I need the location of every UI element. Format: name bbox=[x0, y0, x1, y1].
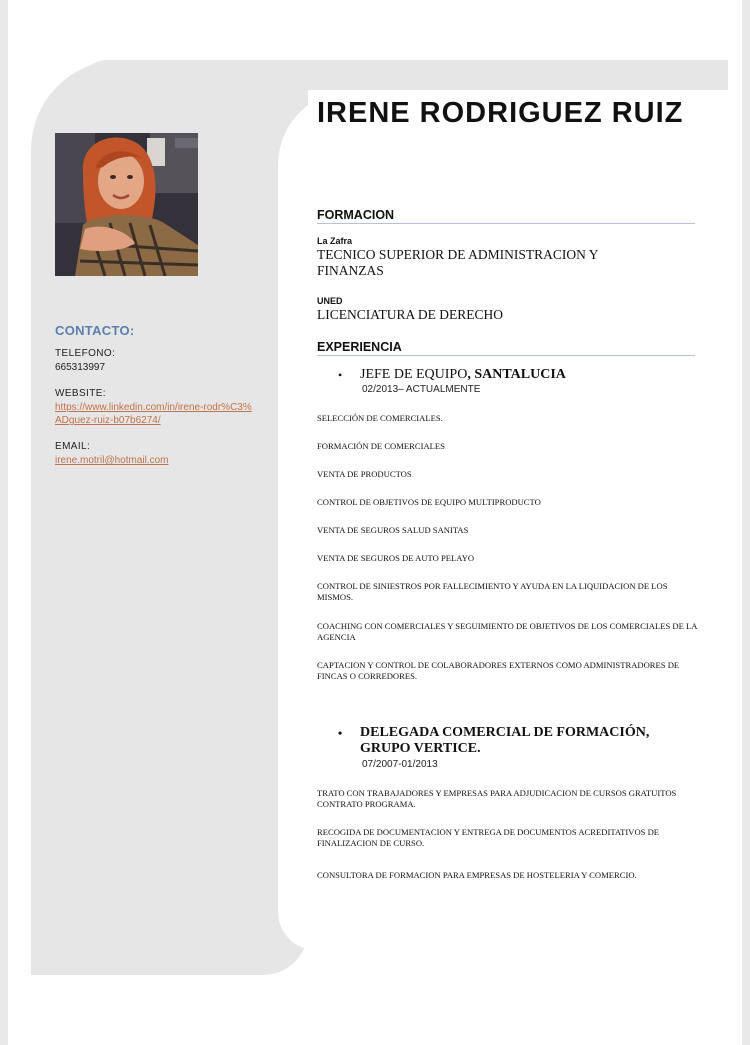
phone-value: 665313997 bbox=[55, 362, 106, 373]
profile-photo bbox=[55, 133, 198, 276]
job-task: COACHING CON COMERCIALES Y SEGUIMIENTO DE OBJETIVOS DE LOS COMERCIALES DE LA AGENCIA bbox=[317, 621, 697, 642]
job-role: DELEGADA COMERCIAL DE FORMACIÓN, GRUPO VERTICE. bbox=[360, 725, 650, 756]
job-task: VENTA DE PRODUCTOS bbox=[317, 469, 412, 479]
job-role: JEFE DE EQUIPO bbox=[360, 367, 468, 382]
job-task: CAPTACION Y CONTROL DE COLABORADORES EXTERNOS COMO ADMINISTRADORES DE FINCAS O CORREDORES. bbox=[317, 660, 680, 681]
job-period: 02/2013– ACTUALMENTE bbox=[362, 384, 481, 395]
phone-label: TELEFONO: bbox=[55, 348, 116, 359]
job-task: TRATO CON TRABAJADORES Y EMPRESAS PARA ADJUDICACION DE CURSOS GRATUITOS CONTRATO PROGRAMA. bbox=[317, 788, 677, 809]
education-degree: LICENCIATURA DE DERECHO bbox=[317, 307, 503, 322]
job-task: SELECCIÓN DE COMERCIALES. bbox=[317, 413, 443, 423]
job-task: CONTROL DE OBJETIVOS DE EQUIPO MULTIPRODUCTO bbox=[317, 497, 541, 507]
job-task: VENTA DE SEGUROS DE AUTO PELAYO bbox=[317, 553, 475, 563]
candidate-name: IRENE RODRIGUEZ RUIZ bbox=[317, 97, 684, 129]
website-link[interactable]: https://www.linkedin.com/in/irene-rodr%C3%ADguez-ruiz-b07b6274/ bbox=[55, 402, 252, 426]
email-label: EMAIL: bbox=[55, 441, 91, 452]
job-task: CONTROL DE SINIESTROS POR FALLECIMIENTO Y AYUDA EN LA LIQUIDACION DE LOS MISMOS. bbox=[317, 581, 668, 602]
website-label: WEBSITE: bbox=[55, 388, 106, 399]
job-title bbox=[340, 725, 670, 757]
job-task: FORMACIÓN DE COMERCIALES bbox=[317, 441, 445, 451]
education-degree: TECNICO SUPERIOR DE ADMINISTRACION Y FINANZAS bbox=[317, 247, 599, 278]
job-title bbox=[340, 367, 700, 383]
job-period: 07/2007-01/2013 bbox=[362, 759, 438, 770]
job-task: CONSULTORA DE FORMACION PARA EMPRESAS DE HOSTELERIA Y COMERCIO. bbox=[317, 870, 637, 880]
bullet-icon: • bbox=[338, 368, 343, 382]
job-task: VENTA DE SEGUROS SALUD SANITAS bbox=[317, 525, 469, 535]
formacion-heading: FORMACION bbox=[317, 208, 695, 224]
job-company: , SANTALUCIA bbox=[467, 367, 566, 382]
education-institution: La Zafra bbox=[317, 236, 353, 246]
experiencia-heading: EXPERIENCIA bbox=[317, 340, 695, 356]
email-link[interactable]: irene.motril@hotmail.com bbox=[55, 455, 169, 466]
job-task: RECOGIDA DE DOCUMENTACION Y ENTREGA DE DOCUMENTOS ACREDITATIVOS DE FINALIZACION DE CURSO. bbox=[317, 827, 660, 848]
bullet-icon: • bbox=[338, 726, 343, 740]
contact-heading: CONTACTO: bbox=[55, 323, 135, 338]
education-institution: UNED bbox=[317, 296, 343, 306]
